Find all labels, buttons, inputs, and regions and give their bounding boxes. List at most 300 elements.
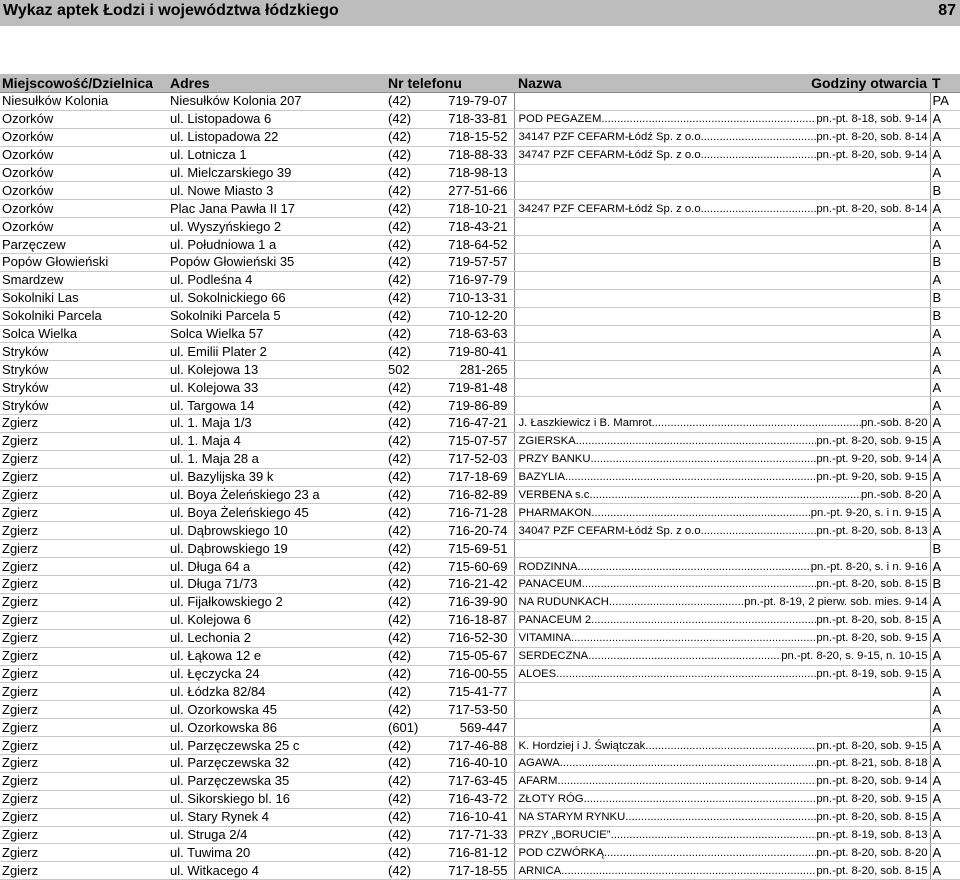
cell-phone-number: 719-80-41 <box>428 343 514 361</box>
dot-leader <box>561 863 816 879</box>
cell-city: Zgierz <box>0 468 168 486</box>
column-header-city: Miejscowość/Dzielnica <box>2 75 153 91</box>
opening-hours: pn.-pt. 8-20, sob. 8-14 <box>816 131 928 144</box>
cell-type: A <box>930 772 960 790</box>
cell-address: ul. Łęczycka 24 <box>168 665 384 683</box>
cell-phone-number: 710-12-20 <box>428 307 514 325</box>
cell-name-hours <box>514 397 930 415</box>
column-header-phone: Nr telefonu <box>388 75 462 91</box>
table-row <box>0 397 960 415</box>
opening-hours: pn.-pt. 8-19, 2 pierw. sob. mies. 9-14 <box>744 596 928 609</box>
table-row <box>0 808 960 826</box>
cell-name-hours <box>514 772 930 790</box>
opening-hours: pn.-pt. 9-20, s. i n. 9-15 <box>810 506 928 519</box>
cell-name-hours <box>514 343 930 361</box>
cell-phone-number: 719-57-57 <box>428 254 514 272</box>
pharmacy-name: AFARM <box>518 775 558 788</box>
opening-hours: pn.-pt. 8-21, sob. 8-18 <box>816 757 928 770</box>
cell-phone-code: (42) <box>384 629 428 647</box>
cell-address: ul. Stary Rynek 4 <box>168 808 384 826</box>
cell-address: ul. Struga 2/4 <box>168 826 384 844</box>
pharmacy-entry <box>519 129 928 145</box>
opening-hours: pn.-pt. 8-18, sob. 9-14 <box>816 113 928 126</box>
cell-address: ul. Nowe Miasto 3 <box>168 182 384 200</box>
dot-leader <box>704 129 817 145</box>
cell-address: ul. 1. Maja 4 <box>168 432 384 450</box>
table-row <box>0 576 960 594</box>
pharmacy-name: PHARMAKON <box>518 506 592 519</box>
opening-hours: pn.-sob. 8-20 <box>860 417 928 430</box>
cell-type: A <box>930 719 960 737</box>
cell-phone-code: (42) <box>384 647 428 665</box>
pharmacy-entry <box>519 612 928 628</box>
cell-phone-code: (42) <box>384 683 428 701</box>
cell-phone-number: 716-00-55 <box>428 665 514 683</box>
cell-name-hours <box>514 504 930 522</box>
cell-address: ul. Tuwima 20 <box>168 844 384 862</box>
cell-name-hours <box>514 701 930 719</box>
cell-name-hours <box>514 844 930 862</box>
page-header-bar <box>0 0 960 26</box>
cell-type: A <box>930 343 960 361</box>
cell-city: Zgierz <box>0 844 168 862</box>
cell-type: A <box>930 737 960 755</box>
opening-hours: pn.-pt. 8-20, sob. 8-20 <box>816 846 928 859</box>
cell-name-hours <box>514 683 930 701</box>
cell-phone-code: (42) <box>384 486 428 504</box>
cell-name-hours <box>514 558 930 576</box>
cell-type: A <box>930 647 960 665</box>
cell-city: Niesułków Kolonia <box>0 93 168 111</box>
cell-type: A <box>930 790 960 808</box>
pharmacy-entry <box>519 147 928 163</box>
dot-leader <box>584 791 817 807</box>
cell-phone-number: 718-64-52 <box>428 236 514 254</box>
cell-city: Zgierz <box>0 862 168 880</box>
opening-hours: pn.-pt. 8-20, sob. 8-15 <box>816 614 928 627</box>
cell-address: ul. 1. Maja 1/3 <box>168 415 384 433</box>
cell-phone-code: (42) <box>384 790 428 808</box>
cell-type: A <box>930 325 960 343</box>
pharmacy-entry <box>519 201 928 217</box>
cell-address: ul. Fijałkowskiego 2 <box>168 593 384 611</box>
dot-leader <box>588 648 781 664</box>
cell-city: Stryków <box>0 379 168 397</box>
cell-name-hours <box>514 522 930 540</box>
cell-phone-number: 569-447 <box>428 719 514 737</box>
cell-phone-code: (42) <box>384 450 428 468</box>
cell-phone-number: 716-52-30 <box>428 629 514 647</box>
cell-phone-number: 716-81-12 <box>428 844 514 862</box>
table-row <box>0 379 960 397</box>
table-row <box>0 182 960 200</box>
cell-phone-code: (42) <box>384 200 428 218</box>
opening-hours: pn.-pt. 8-20, sob. 9-14 <box>816 775 928 788</box>
cell-phone-number: 716-39-90 <box>428 593 514 611</box>
opening-hours: pn.-pt. 8-19, sob. 9-15 <box>816 667 928 680</box>
cell-name-hours <box>514 790 930 808</box>
pharmacy-entry <box>519 863 928 879</box>
table-row <box>0 218 960 236</box>
table-row <box>0 307 960 325</box>
cell-address: ul. Bazylijska 39 k <box>168 468 384 486</box>
cell-address: Popów Głowieński 35 <box>168 254 384 272</box>
cell-city: Zgierz <box>0 772 168 790</box>
cell-address: ul. Dąbrowskiego 10 <box>168 522 384 540</box>
cell-address: ul. Południowa 1 a <box>168 236 384 254</box>
cell-type: A <box>930 200 960 218</box>
cell-type: A <box>930 844 960 862</box>
cell-phone-number: 277-51-66 <box>428 182 514 200</box>
pharmacy-name: 34047 PZF CEFARM-Łódź Sp. z o.o. <box>518 524 704 537</box>
pharmacy-entry <box>519 738 928 754</box>
cell-address: Plac Jana Pawła II 17 <box>168 200 384 218</box>
cell-address: ul. Mielczarskiego 39 <box>168 164 384 182</box>
table-row <box>0 737 960 755</box>
cell-phone-code: (601) <box>384 719 428 737</box>
cell-phone-code: (42) <box>384 844 428 862</box>
cell-city: Ozorków <box>0 128 168 146</box>
cell-address: Niesułków Kolonia 207 <box>168 93 384 111</box>
cell-type: A <box>930 271 960 289</box>
cell-phone-number: 718-33-81 <box>428 110 514 128</box>
cell-type: A <box>930 665 960 683</box>
cell-address: ul. Boya Żeleńskiego 23 a <box>168 486 384 504</box>
opening-hours: pn.-pt. 8-20, sob. 8-15 <box>816 578 928 591</box>
cell-phone-code: (42) <box>384 289 428 307</box>
dot-leader <box>578 559 811 575</box>
cell-name-hours <box>514 361 930 379</box>
dot-leader <box>582 576 817 592</box>
table-row <box>0 558 960 576</box>
opening-hours: pn.-pt. 8-20, sob. 9-15 <box>816 793 928 806</box>
cell-name-hours <box>514 629 930 647</box>
cell-phone-code: (42) <box>384 558 428 576</box>
cell-city: Zgierz <box>0 826 168 844</box>
cell-phone-code: (42) <box>384 128 428 146</box>
cell-city: Parzęczew <box>0 236 168 254</box>
cell-type: A <box>930 558 960 576</box>
pharmacy-entry <box>519 755 928 771</box>
table-row <box>0 468 960 486</box>
pharmacy-entry <box>519 773 928 789</box>
cell-address: ul. Wyszyńskiego 2 <box>168 218 384 236</box>
pharmacy-name: PANACEUM 2 <box>518 614 592 627</box>
cell-address: ul. Dąbrowskiego 19 <box>168 540 384 558</box>
cell-phone-number: 717-71-33 <box>428 826 514 844</box>
cell-phone-code: (42) <box>384 343 428 361</box>
cell-type: B <box>930 289 960 307</box>
cell-city: Zgierz <box>0 486 168 504</box>
cell-address: ul. 1. Maja 28 a <box>168 450 384 468</box>
cell-phone-code: (42) <box>384 593 428 611</box>
pharmacy-entry <box>519 451 928 467</box>
dot-leader <box>557 773 816 789</box>
cell-name-hours <box>514 754 930 772</box>
cell-address: Solca Wielka 57 <box>168 325 384 343</box>
opening-hours: pn.-pt. 8-20, sob. 9-15 <box>816 435 928 448</box>
dot-leader <box>591 451 817 467</box>
cell-phone-number: 717-46-88 <box>428 737 514 755</box>
dot-leader <box>704 523 817 539</box>
cell-city: Zgierz <box>0 737 168 755</box>
cell-address: ul. Targowa 14 <box>168 397 384 415</box>
cell-type: A <box>930 522 960 540</box>
table-row <box>0 93 960 111</box>
table-header-row <box>0 74 960 93</box>
pharmacy-table <box>0 74 960 880</box>
cell-city: Zgierz <box>0 540 168 558</box>
table-row <box>0 415 960 433</box>
dot-leader <box>704 201 817 217</box>
opening-hours: pn.-pt. 8-20, s. 9-15, n. 10-15 <box>781 650 928 663</box>
cell-city: Sokolniki Las <box>0 289 168 307</box>
cell-address: ul. Podleśna 4 <box>168 271 384 289</box>
cell-phone-code: (42) <box>384 379 428 397</box>
cell-address: Sokolniki Parcela 5 <box>168 307 384 325</box>
cell-address: ul. Ozorkowska 86 <box>168 719 384 737</box>
cell-type: A <box>930 128 960 146</box>
cell-phone-code: (42) <box>384 522 428 540</box>
cell-phone-code: (42) <box>384 432 428 450</box>
cell-phone-number: 716-97-79 <box>428 271 514 289</box>
cell-address: ul. Kolejowa 13 <box>168 361 384 379</box>
cell-phone-code: (42) <box>384 504 428 522</box>
cell-phone-code: (42) <box>384 737 428 755</box>
cell-phone-number: 715-07-57 <box>428 432 514 450</box>
pharmacy-entry <box>519 666 928 682</box>
table-row <box>0 593 960 611</box>
table-row <box>0 719 960 737</box>
cell-city: Zgierz <box>0 808 168 826</box>
cell-phone-code: (42) <box>384 236 428 254</box>
cell-city: Ozorków <box>0 200 168 218</box>
pharmacy-entry <box>519 845 928 861</box>
cell-address: ul. Parzęczewska 25 c <box>168 737 384 755</box>
table-row <box>0 701 960 719</box>
cell-name-hours <box>514 576 930 594</box>
pharmacy-entry <box>519 505 928 521</box>
table-row <box>0 862 960 880</box>
table-row <box>0 629 960 647</box>
cell-phone-number: 710-13-31 <box>428 289 514 307</box>
cell-phone-number: 717-53-50 <box>428 701 514 719</box>
cell-city: Ozorków <box>0 146 168 164</box>
table-row <box>0 647 960 665</box>
cell-name-hours <box>514 468 930 486</box>
table-row <box>0 772 960 790</box>
cell-phone-code: (42) <box>384 576 428 594</box>
cell-name-hours <box>514 254 930 272</box>
cell-type: A <box>930 629 960 647</box>
pharmacy-name: PRZY „BORUCIE” <box>518 828 611 841</box>
cell-phone-code: (42) <box>384 611 428 629</box>
cell-name-hours <box>514 808 930 826</box>
cell-type: B <box>930 307 960 325</box>
cell-type: A <box>930 110 960 128</box>
cell-name-hours <box>514 415 930 433</box>
opening-hours: pn.-pt. 9-20, sob. 9-15 <box>816 471 928 484</box>
page-number: 87 <box>938 2 956 19</box>
table-row <box>0 432 960 450</box>
table-row <box>0 289 960 307</box>
cell-phone-code: (42) <box>384 218 428 236</box>
pharmacy-name: ALOES <box>518 667 557 680</box>
cell-phone-number: 718-43-21 <box>428 218 514 236</box>
cell-type: A <box>930 415 960 433</box>
cell-type: B <box>930 576 960 594</box>
cell-type: PA <box>930 93 960 111</box>
cell-name-hours <box>514 110 930 128</box>
cell-type: A <box>930 397 960 415</box>
cell-type: A <box>930 701 960 719</box>
opening-hours: pn.-pt. 8-20, sob. 8-13 <box>816 524 928 537</box>
column-header-hours: Godziny otwarcia <box>811 75 928 91</box>
cell-address: ul. Lotnicza 1 <box>168 146 384 164</box>
pharmacy-entry <box>519 111 928 127</box>
dot-leader <box>601 111 816 127</box>
cell-phone-code: (42) <box>384 110 428 128</box>
pharmacy-name: ZŁOTY RÓG <box>518 793 584 806</box>
cell-address: ul. Parzęczewska 32 <box>168 754 384 772</box>
pharmacy-entry <box>519 523 928 539</box>
cell-phone-code: (42) <box>384 468 428 486</box>
cell-phone-number: 715-41-77 <box>428 683 514 701</box>
table-row <box>0 450 960 468</box>
opening-hours: pn.-pt. 8-19, sob. 8-13 <box>816 828 928 841</box>
page-title: Wykaz aptek Łodzi i województwa łódzkiego <box>3 2 339 19</box>
cell-type: A <box>930 826 960 844</box>
cell-name-hours <box>514 289 930 307</box>
cell-name-hours <box>514 737 930 755</box>
cell-phone-number: 717-63-45 <box>428 772 514 790</box>
cell-phone-number: 715-05-67 <box>428 647 514 665</box>
cell-type: A <box>930 683 960 701</box>
opening-hours: pn.-pt. 8-20, s. i n. 9-16 <box>810 560 928 573</box>
pharmacy-name: PRZY BANKU <box>518 453 591 466</box>
cell-city: Popów Głowieński <box>0 254 168 272</box>
table-row <box>0 361 960 379</box>
pharmacy-name: VERBENA s.c. <box>518 489 593 502</box>
cell-phone-number: 715-69-51 <box>428 540 514 558</box>
cell-address: ul. Kolejowa 6 <box>168 611 384 629</box>
cell-name-hours <box>514 93 930 111</box>
cell-name-hours <box>514 379 930 397</box>
cell-name-hours <box>514 593 930 611</box>
pharmacy-entry <box>519 415 928 431</box>
cell-city: Zgierz <box>0 683 168 701</box>
cell-city: Zgierz <box>0 450 168 468</box>
table-row <box>0 254 960 272</box>
cell-city: Zgierz <box>0 593 168 611</box>
cell-phone-code: (42) <box>384 415 428 433</box>
column-header-address: Adres <box>170 75 210 91</box>
table-row <box>0 343 960 361</box>
cell-name-hours <box>514 450 930 468</box>
opening-hours: pn.-pt. 8-20, sob. 9-15 <box>816 632 928 645</box>
cell-name-hours <box>514 862 930 880</box>
pharmacy-name: VITAMINA <box>518 632 572 645</box>
cell-phone-number: 716-18-87 <box>428 611 514 629</box>
table-row <box>0 128 960 146</box>
dot-leader <box>609 594 744 610</box>
cell-name-hours <box>514 432 930 450</box>
cell-phone-number: 716-82-89 <box>428 486 514 504</box>
cell-city: Zgierz <box>0 790 168 808</box>
dot-leader <box>565 469 816 485</box>
opening-hours: pn.-pt. 8-20, sob. 9-14 <box>816 149 928 162</box>
cell-phone-number: 281-265 <box>428 361 514 379</box>
table-row <box>0 665 960 683</box>
cell-address: ul. Parzęczewska 35 <box>168 772 384 790</box>
cell-phone-number: 719-81-48 <box>428 379 514 397</box>
cell-phone-code: (42) <box>384 826 428 844</box>
table-row <box>0 611 960 629</box>
cell-city: Stryków <box>0 361 168 379</box>
cell-name-hours <box>514 218 930 236</box>
cell-city: Stryków <box>0 343 168 361</box>
pharmacy-entry <box>519 469 928 485</box>
pharmacy-name: 34247 PZF CEFARM-Łódź Sp. z o.o. <box>518 202 704 215</box>
cell-city: Ozorków <box>0 110 168 128</box>
cell-phone-number: 716-10-41 <box>428 808 514 826</box>
cell-type: B <box>930 540 960 558</box>
cell-address: ul. Sokolnickiego 66 <box>168 289 384 307</box>
opening-hours: pn.-pt. 8-20, sob. 8-15 <box>816 811 928 824</box>
cell-address: ul. Sikorskiego bl. 16 <box>168 790 384 808</box>
table-row <box>0 754 960 772</box>
cell-address: ul. Boya Żeleńskiego 45 <box>168 504 384 522</box>
pharmacy-entry <box>519 809 928 825</box>
cell-type: A <box>930 450 960 468</box>
cell-name-hours <box>514 719 930 737</box>
cell-type: A <box>930 236 960 254</box>
cell-phone-number: 718-98-13 <box>428 164 514 182</box>
cell-address: ul. Długa 64 a <box>168 558 384 576</box>
cell-type: A <box>930 611 960 629</box>
cell-type: A <box>930 504 960 522</box>
cell-phone-code: (42) <box>384 862 428 880</box>
table-row <box>0 146 960 164</box>
opening-hours: pn.-pt. 8-20, sob. 8-14 <box>816 202 928 215</box>
cell-name-hours <box>514 611 930 629</box>
table-row <box>0 164 960 182</box>
cell-phone-code: (42) <box>384 271 428 289</box>
cell-phone-code: (42) <box>384 397 428 415</box>
cell-city: Ozorków <box>0 182 168 200</box>
pharmacy-name: BAZYLIA <box>518 471 565 484</box>
cell-phone-code: (42) <box>384 665 428 683</box>
cell-phone-number: 716-43-72 <box>428 790 514 808</box>
cell-type: A <box>930 218 960 236</box>
pharmacy-entry <box>519 630 928 646</box>
table-row <box>0 200 960 218</box>
cell-type: A <box>930 432 960 450</box>
cell-phone-number: 718-88-33 <box>428 146 514 164</box>
dot-leader <box>576 433 817 449</box>
pharmacy-entry <box>519 791 928 807</box>
opening-hours: pn.-pt. 8-20, sob. 9-15 <box>816 739 928 752</box>
cell-type: A <box>930 808 960 826</box>
table-row <box>0 110 960 128</box>
table-row <box>0 325 960 343</box>
pharmacy-name: AGAWA <box>518 757 560 770</box>
cell-city: Smardzew <box>0 271 168 289</box>
cell-name-hours <box>514 325 930 343</box>
cell-address: ul. Długa 71/73 <box>168 576 384 594</box>
pharmacy-name: 34747 PZF CEFARM-Łódź Sp. z o.o. <box>518 149 704 162</box>
cell-city: Zgierz <box>0 719 168 737</box>
